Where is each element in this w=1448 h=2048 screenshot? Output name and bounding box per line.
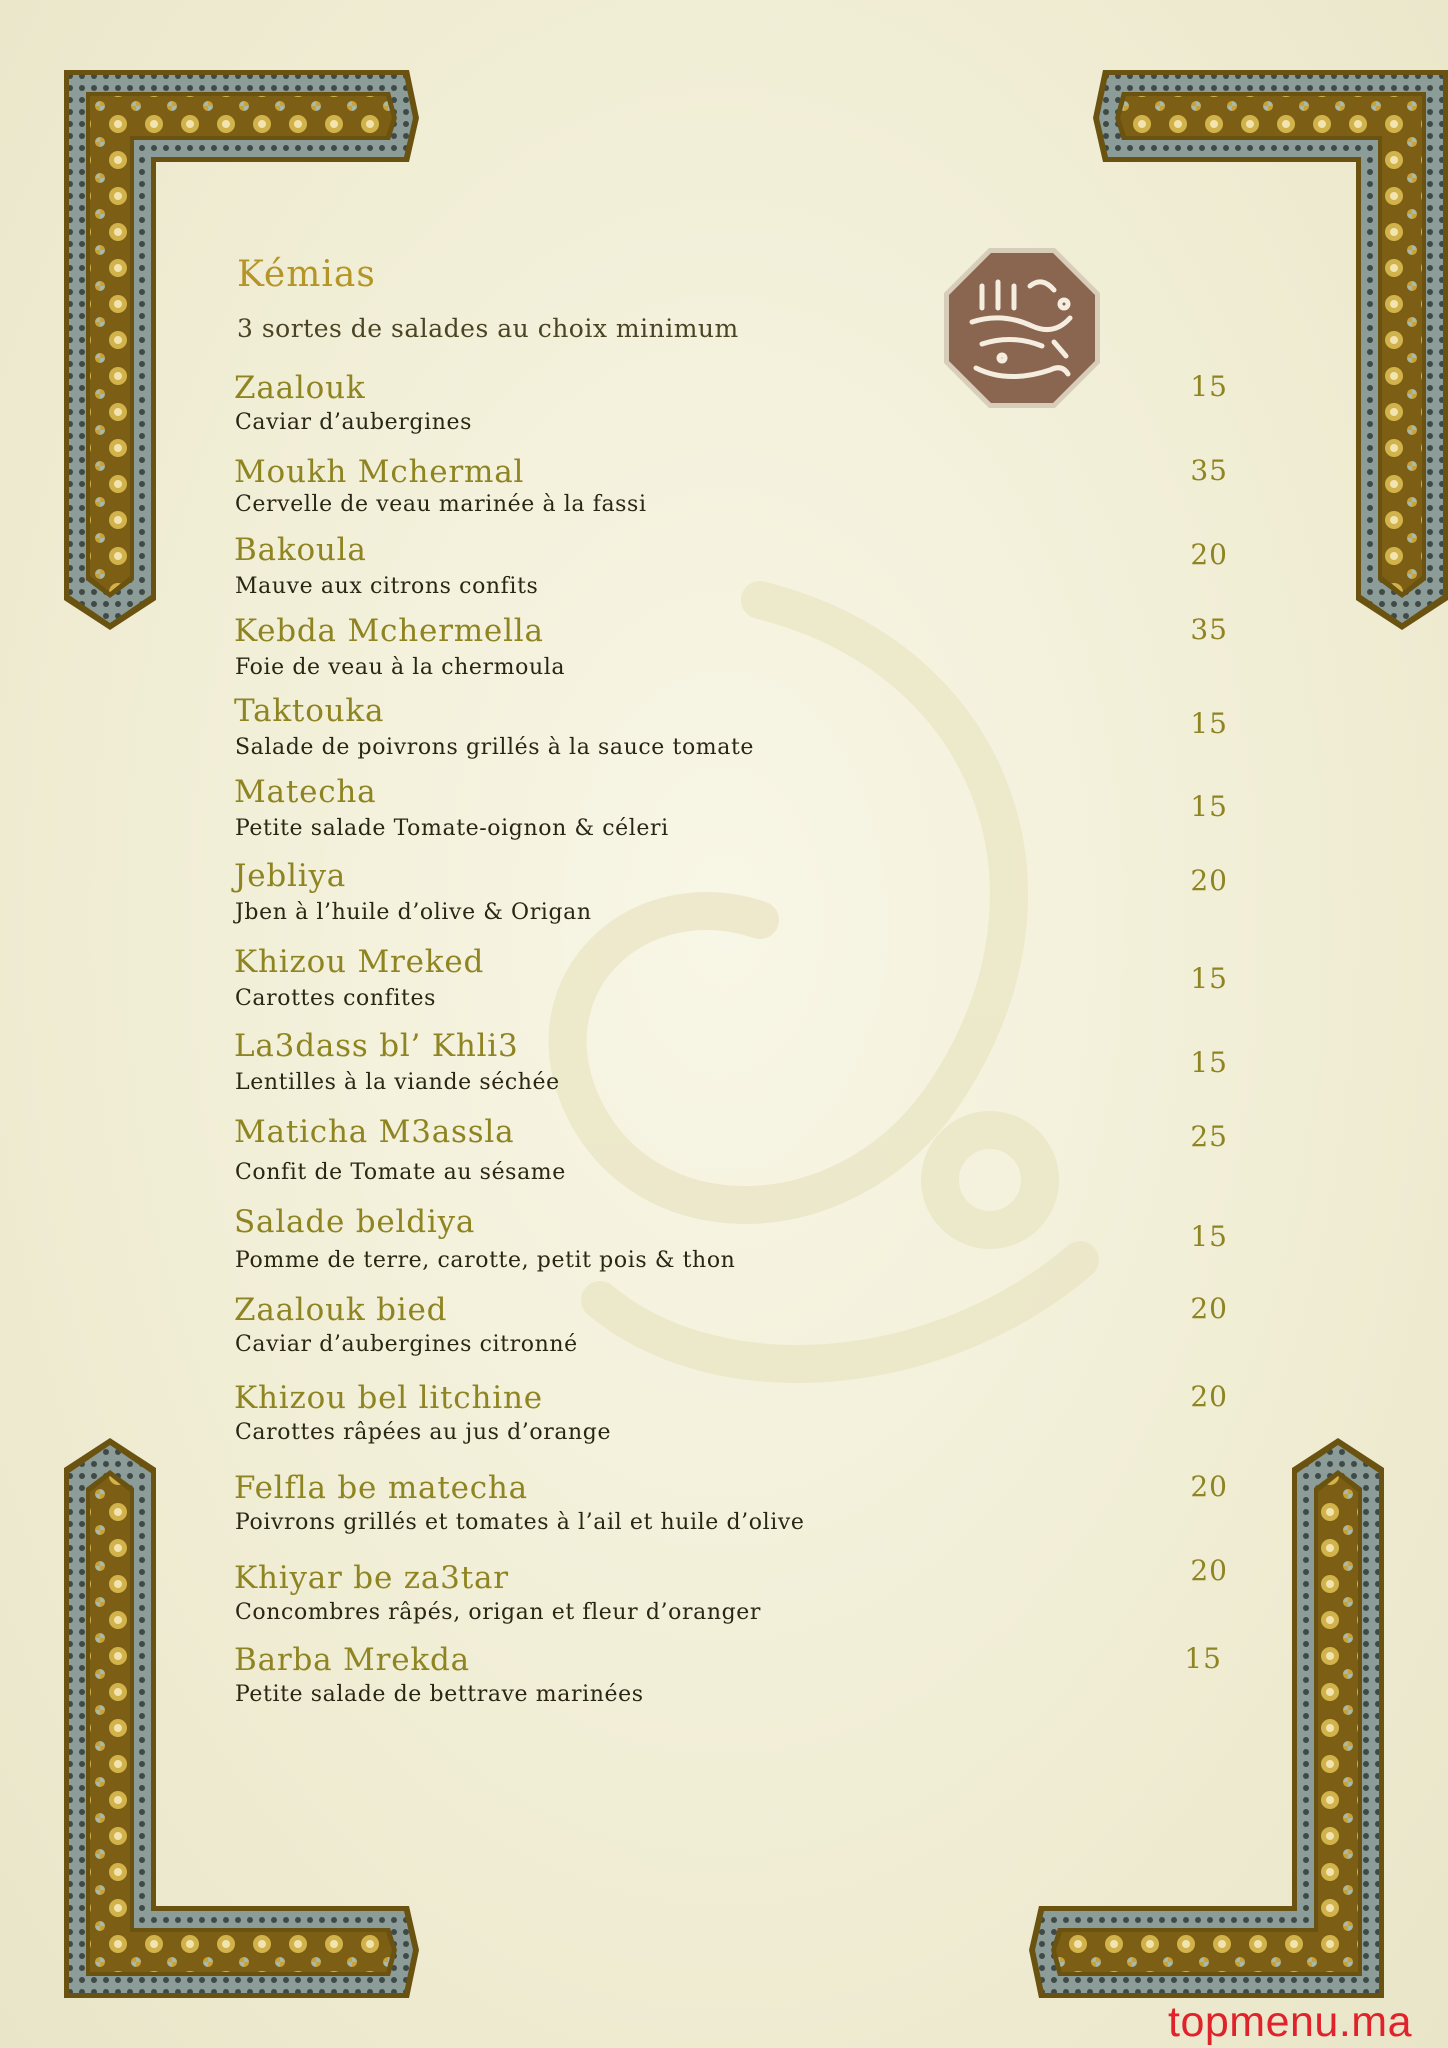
menu-item-name: Moukh Mchermal [234,454,525,490]
menu-item [234,858,1234,938]
menu-item-description: Cervelle de veau marinée à la fassi [235,492,647,517]
menu-item-price: 15 [1190,962,1228,995]
menu-item [234,774,1234,854]
menu-item-description: Petite salade Tomate-oignon & céleri [235,816,669,841]
menu-item-price: 35 [1190,454,1228,487]
menu-item-name: Zaalouk bied [234,1292,448,1328]
menu-item [234,370,1234,450]
menu-item-price: 20 [1190,864,1228,897]
menu-item-price: 15 [1190,707,1228,740]
menu-item [234,532,1234,612]
menu-item [234,1028,1234,1108]
menu-item-description: Foie de veau à la chermoula [235,655,566,680]
menu-item-name: Barba Mrekda [234,1642,470,1678]
menu-item-description: Lentilles à la viande séchée [235,1070,560,1095]
menu-item-name: Kebda Mchermella [234,613,544,649]
menu-item-name: Khizou Mreked [234,944,485,980]
menu-item-price: 20 [1190,538,1228,571]
menu-item-description: Pomme de terre, carotte, petit pois & thon [235,1248,736,1273]
menu-item [234,1642,1234,1722]
menu-item-description: Mauve aux citrons confits [235,574,539,599]
menu-item-description: Concombres râpés, origan et fleur d’oranger [235,1600,762,1625]
menu-item [234,944,1234,1024]
menu-item-price: 15 [1190,1046,1228,1079]
menu-item [234,613,1234,693]
menu-item [234,1470,1234,1550]
menu-item-description: Carottes râpées au jus d’orange [235,1420,612,1445]
menu-item-name: Taktouka [234,693,385,729]
menu-item-price: 15 [1190,790,1228,823]
menu-item [234,693,1234,773]
menu-item [234,454,1234,534]
menu-item-price: 20 [1190,1292,1228,1325]
menu-item-price: 15 [1190,1220,1228,1253]
menu-item-description: Caviar d’aubergines citronné [235,1332,578,1357]
menu-item-description: Salade de poivrons grillés à la sauce tomate [235,735,755,760]
menu-section-title: Kémias [237,254,376,295]
menu-item-description: Caviar d’aubergines [235,410,473,435]
menu-item-price: 20 [1190,1380,1228,1413]
menu-item-name: Bakoula [234,532,367,568]
menu-item [234,1380,1234,1460]
menu-item-name: Felfla be matecha [234,1470,528,1506]
menu-item-price: 20 [1190,1554,1228,1587]
menu-item-description: Carottes confites [235,986,436,1011]
menu-item [234,1554,1234,1640]
menu-item-name: Matecha [234,774,377,810]
menu-item [234,1204,1234,1284]
menu-item-description: Poivrons grillés et tomates à l’ail et huile d’olive [235,1510,805,1535]
menu-item-name: Khizou bel litchine [234,1380,543,1416]
menu-item-description: Petite salade de bettrave marinées [235,1682,644,1707]
menu-item-price: 35 [1190,613,1228,646]
site-watermark: topmenu.ma [1168,1998,1413,2046]
menu-item [234,1292,1234,1372]
menu-item-price: 20 [1190,1470,1228,1503]
menu-item-name: Khiyar be za3tar [234,1560,509,1596]
menu-item-name: Salade beldiya [234,1204,476,1240]
menu-section-subtitle: 3 sortes de salades au choix minimum [237,314,739,343]
menu-item-name: Maticha M3assla [234,1114,515,1150]
menu-item-name: La3dass bl’ Khli3 [234,1028,519,1064]
menu-item-name: Jebliya [234,858,347,894]
menu-item-description: Confit de Tomate au sésame [235,1160,566,1185]
menu-item-name: Zaalouk [234,370,366,406]
menu-item-price: 15 [1184,1642,1222,1675]
menu-item-price: 15 [1190,370,1228,403]
menu-item-description: Jben à l’huile d’olive & Origan [235,900,592,925]
menu-item [234,1114,1234,1194]
menu-item-price: 25 [1190,1120,1228,1153]
